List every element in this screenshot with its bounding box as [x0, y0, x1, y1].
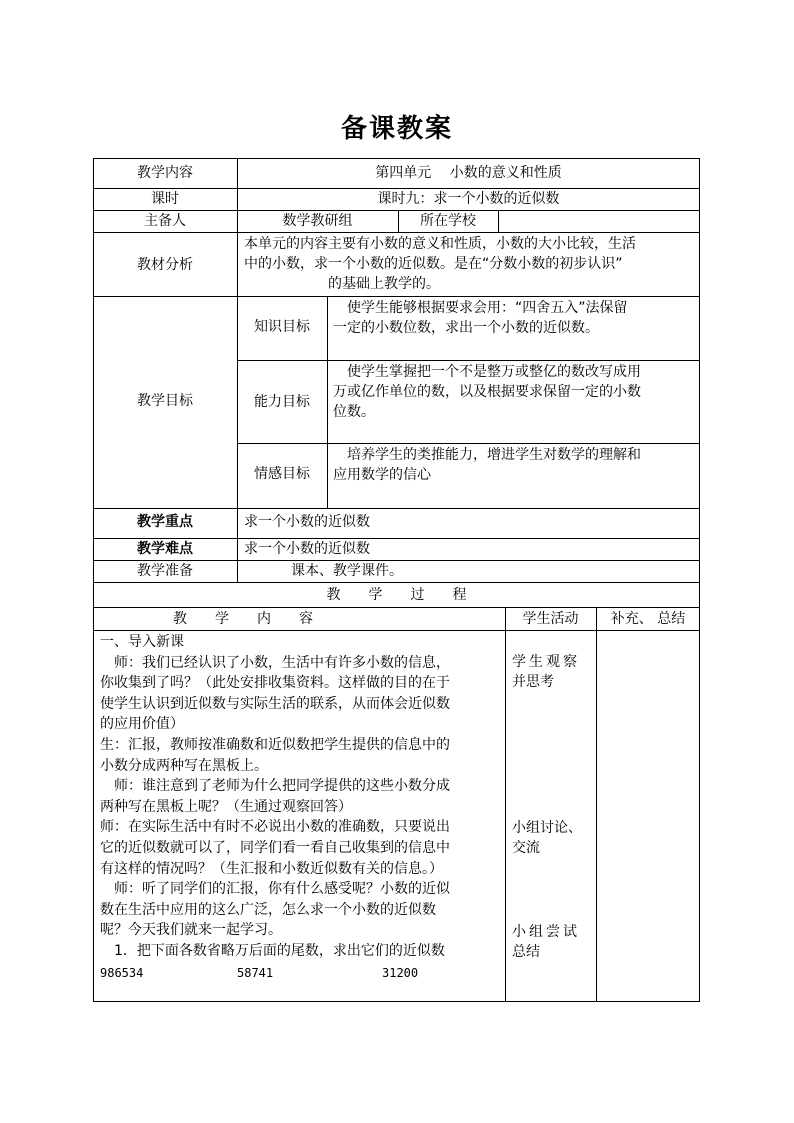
body-line: 生：汇报，教师按准确数和近似数把学生提供的信息中的 — [100, 736, 450, 753]
body-line: 的应用价值） — [100, 716, 184, 733]
table-rule — [699, 158, 700, 1002]
lesson-body-text — [100, 632, 502, 962]
key-point-label: 教学重点 — [137, 514, 193, 530]
content-label: 教学内容 — [137, 165, 193, 181]
difficulty-label: 教学难点 — [137, 541, 193, 557]
table-rule — [498, 210, 499, 232]
number-item: 986534 — [100, 966, 144, 980]
knowledge-goal-label: 知识目标 — [254, 319, 310, 335]
body-line: 有这样的情况吗？（生汇报和小数近似数有关的信息。） — [100, 860, 443, 877]
body-line: 师：我们已经认识了小数，生活中有许多小数的信息， — [100, 654, 450, 671]
goals-label: 教学目标 — [137, 393, 193, 409]
process-header: 教 学 过 程 — [326, 587, 467, 603]
preparer-value: 数学教研组 — [282, 213, 353, 229]
student-activity-header: 学生活动 — [522, 611, 579, 627]
analysis-line-1: 本单元的内容主要有小数的意义和性质，小数的大小比较，生活 — [244, 236, 636, 252]
body-line: 1．把下面各数省略万后面的尾数，求出它们的近似数 — [100, 942, 445, 959]
period-value: 课时九：求一个小数的近似数 — [377, 191, 560, 207]
body-line: 师：在实际生活中有时不必说出小数的准确数，只要说出 — [100, 819, 450, 836]
table-rule — [237, 443, 700, 444]
preparation-label: 教学准备 — [137, 563, 193, 579]
table-rule — [93, 296, 700, 297]
lesson-plan-table — [93, 158, 700, 1002]
emotion-goal-line-2: 应用数学的信心 — [333, 467, 431, 483]
table-rule — [237, 360, 700, 361]
content-column-header: 教 学 内 容 — [173, 611, 313, 627]
analysis-label: 教材分析 — [137, 257, 193, 273]
body-line: 你收集到了吗？（此处安排收集资料。这样做的目的在于 — [100, 675, 450, 692]
student-activity-1-line-2: 并思考 — [512, 674, 554, 690]
emotion-goal-line-1: 培养学生的类推能力，增进学生对数学的理解和 — [333, 447, 641, 463]
student-activity-2-line-1: 小组讨论、 — [512, 820, 582, 836]
table-rule — [93, 582, 700, 583]
body-line: 呢？今天我们就来一起学习。 — [100, 922, 282, 939]
supplement-header: 补充、 总结 — [610, 611, 686, 627]
school-label: 所在学校 — [420, 213, 476, 229]
body-line: 它的近似数就可以了，同学们看一看自己收集到的信息中 — [100, 839, 450, 856]
preparer-label: 主备人 — [144, 213, 186, 229]
difficulty-value: 求一个小数的近似数 — [244, 541, 370, 557]
table-rule — [93, 630, 700, 631]
ability-goal-line-1: 使学生掌握把一个不是整万或整亿的数改写成用 — [333, 364, 641, 380]
body-line: 师：听了同学们的汇报，你有什么感受呢？小数的近似 — [100, 881, 450, 898]
table-rule — [93, 158, 700, 159]
table-rule — [93, 232, 700, 233]
table-rule — [93, 607, 700, 608]
body-line: 使学生认识到近似数与实际生活的联系，从而体会近似数 — [100, 695, 450, 712]
number-item: 31200 — [382, 966, 419, 980]
body-line: 师：谁注意到了老师为什么把同学提供的这些小数分成 — [100, 778, 450, 795]
student-activity-2-line-2: 交流 — [512, 840, 540, 856]
emotion-goal-label: 情感目标 — [254, 466, 310, 482]
knowledge-goal-line-2: 一定的小数位数，求出一个小数的近似数。 — [333, 320, 599, 336]
number-item: 58741 — [237, 966, 274, 980]
body-line: 两种写在黑板上呢？（生通过观察回答） — [100, 798, 352, 815]
ability-goal-line-2: 万或亿作单位的数，以及根据要求保留一定的小数 — [333, 384, 641, 400]
period-label: 课时 — [151, 191, 179, 207]
body-line: 数在生活中应用的这么广泛，怎么求一个小数的近似数 — [100, 901, 436, 918]
body-line: 一、导入新课 — [100, 634, 184, 650]
ability-goal-line-3: 位数。 — [333, 404, 375, 420]
knowledge-goal-line-1: 使学生能够根据要求会用：“四舍五入”法保留 — [333, 300, 628, 316]
content-value: 第四单元 小数的意义和性质 — [375, 165, 562, 181]
student-activity-3-line-2: 总结 — [512, 944, 540, 960]
table-rule — [93, 1001, 700, 1002]
preparation-value: 课本、教学课件。 — [291, 563, 403, 579]
student-activity-1-line-1: 学生观察 — [512, 654, 580, 670]
analysis-line-3: 的基础上教学的。 — [328, 276, 440, 292]
body-line: 小数分成两种写在黑板上。 — [100, 757, 268, 774]
table-rule — [596, 607, 597, 1002]
document-title: 备课教案 — [340, 114, 453, 144]
analysis-line-2: 中的小数，求一个小数的近似数。是在“分数小数的初步认识” — [244, 256, 623, 272]
ability-goal-label: 能力目标 — [254, 394, 310, 410]
table-rule — [93, 508, 700, 509]
table-rule — [327, 296, 328, 508]
student-activity-3-line-1: 小组尝试 — [512, 924, 580, 940]
table-rule — [505, 607, 506, 1002]
key-point-value: 求一个小数的近似数 — [244, 514, 370, 530]
